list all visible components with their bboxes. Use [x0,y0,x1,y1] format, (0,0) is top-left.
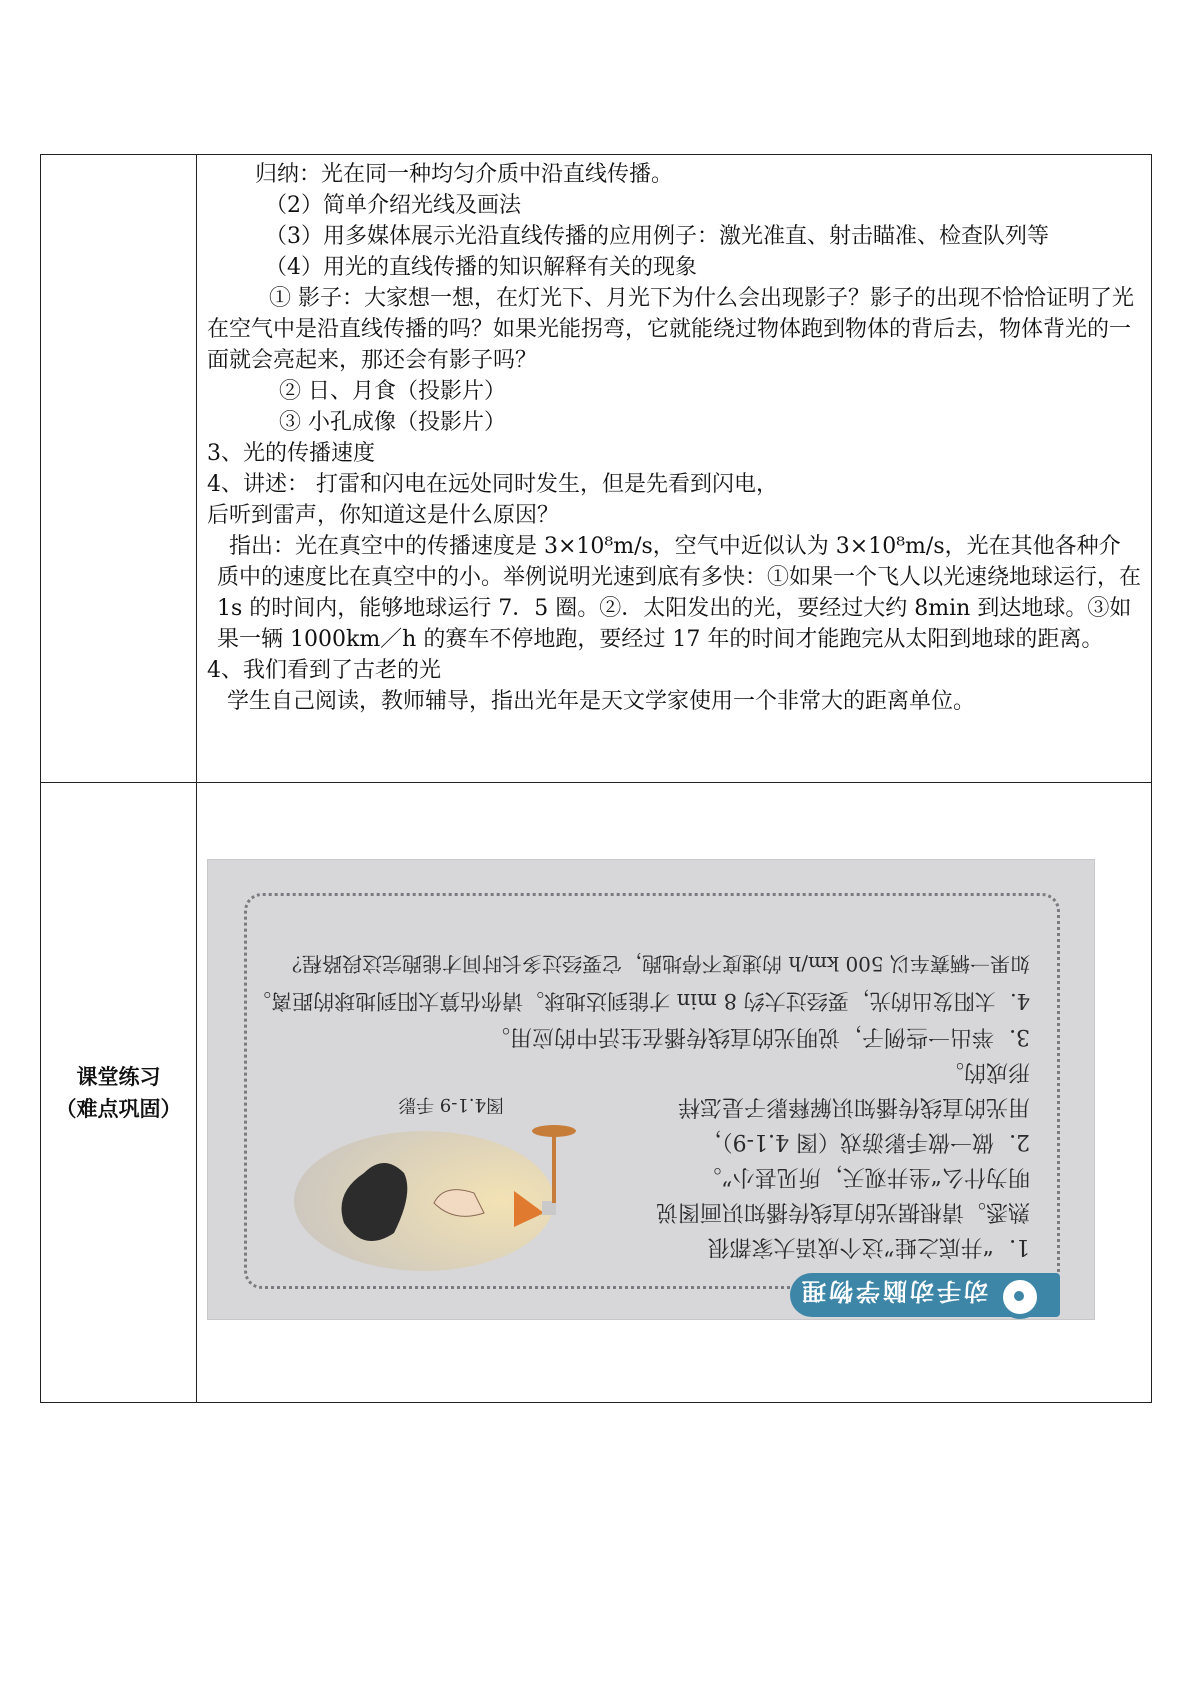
content-paragraph: ① 影子：大家想一想，在灯光下、月光下为什么会出现影子？影子的出现不恰恰证明了光在空气中是沿直线传播的吗？如果光能拐弯，它就能绕过物体跑到物体的背后去，物体背光的一面就会亮起来，那还会有影子吗？ [207,286,1134,373]
section-banner-title: 动手动脑学物理 [799,1277,988,1305]
section-heading: 3、光的传播速度 [207,441,375,466]
content-line: 4、讲述： 打雷和闪电在远处同时发生，但是先看到闪电， [207,472,778,497]
exercise-line: 形成的。 [941,1059,1030,1084]
exercise-line: 4．太阳发出的光，要经过大约 8 min 才能到达地球。请你估算太阳到地球的距离。 [250,989,1030,1013]
textbook-photo [207,859,1095,1320]
row1-label-cell [41,155,197,783]
lesson-table-wrapper [40,154,1152,1403]
hand-shadow-illustration [294,1123,594,1273]
exercise-line: 用光的直线传播知识解释影子是怎样 [677,1094,1030,1119]
lesson-content [197,155,1151,729]
content-line: 学生自己阅读，教师辅导，指出光年是天文学家使用一个非常大的距离单位。 [227,689,976,714]
section-heading: 4、我们看到了古老的光 [207,658,441,683]
practice-row [41,783,1152,1403]
target-icon [998,1275,1042,1319]
practice-label-cell [41,783,197,1403]
content-line: ② 日、月食（投影片） [279,379,506,404]
teaching-process-row [41,155,1152,783]
practice-label-line1: 课堂练习 [76,1064,161,1089]
practice-content-cell [197,783,1152,1403]
content-line: 后听到雷声，你知道这是什么原因？ [207,503,560,528]
content-line: （2）简单介绍光线及画法 [265,193,521,218]
content-line: ③ 小孔成像（投影片） [279,410,506,435]
photo-container [197,783,1151,1402]
content-line: （3）用多媒体展示光沿直线传播的应用例子：激光准直、射击瞄准、检查队列等 [265,224,1049,249]
row1-content-cell [197,155,1152,783]
exercise-line: 如果一辆赛车以 500 km/h 的速度不停地跑，它要经过多长时间才能跑完这段路程？ [282,952,1030,976]
content-paragraph: 指出：光在真空中的传播速度是 3×10⁸m/s，空气中近似认为 3×10⁸m/s，光在其他各种介质中的速度比在真空中的小。举例说明光速到底有多快：①如果一个飞人以光速绕地球运行，在 1s 的时间内，能够地球运行 7．5 圈。②．太阳发出的光，要经过大约 8min 到达地球。③如果一辆 1000km／h 的赛车不停地跑，要经过 17 年的时间才能跑完从太阳到地球的距离。 [217,534,1142,652]
exercise-line: 熟悉。请根据光的直线传播知识画图说 [655,1199,1030,1224]
exercise-line: 明为什么“坐井观天，所见甚小”。 [699,1164,1030,1189]
section-banner [790,1273,1060,1317]
lesson-table [40,154,1152,1403]
exercise-line: 3．举出一些例子，说明光的直线传播在生活中的应用。 [488,1024,1030,1049]
textbook-photo-rotated [208,860,1094,1319]
figure-caption: 图4.1-9 手影 [398,1094,504,1115]
exercise-line: 1．“井底之蛙”这个成语大家都很 [707,1234,1030,1259]
content-line: （4）用光的直线传播的知识解释有关的现象 [265,255,697,280]
practice-label-line2: （难点巩固） [55,1096,182,1121]
exercise-line: 2．做一做手影游戏（图 4.1-9）， [699,1129,1030,1154]
summary-line: 归纳：光在同一种均匀介质中沿直线传播。 [255,162,674,187]
practice-label [41,783,196,1402]
